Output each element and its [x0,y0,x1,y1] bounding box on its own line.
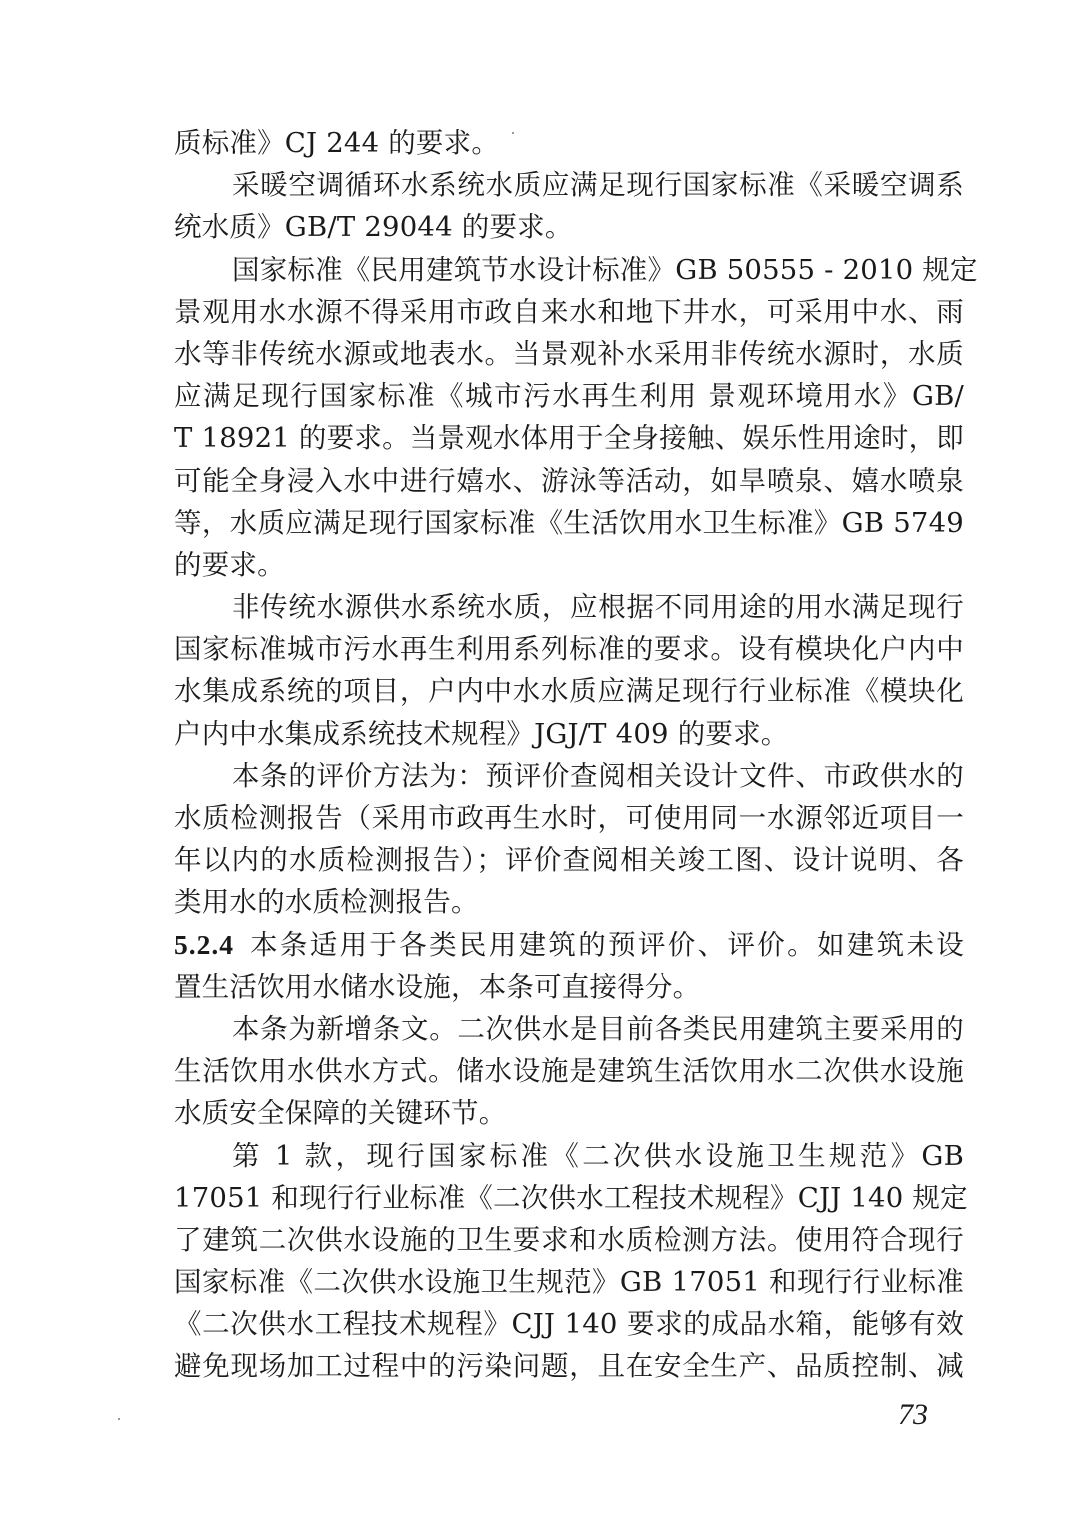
paragraph-4 [174,586,964,755]
text-line: 应满足现行国家标准《城市污水再生利用 景观环境用水》GB/ [174,380,964,413]
paragraph-5 [174,755,964,924]
text-line: 统水质》GB/T 29044 的要求。 [174,211,573,244]
text-line: 本条为新增条文。二次供水是目前各类民用建筑主要采用的 [232,1012,964,1045]
text-line: 水质安全保障的关键环节。 [174,1097,507,1130]
text-line: 景观用水水源不得采用市政自来水和地下井水，可采用中水、雨 [174,295,964,328]
text-line: 采暖空调循环水系统水质应满足现行国家标准《采暖空调系 [232,169,964,202]
clause-number: 5.2.4 [174,928,234,960]
text-line: 年以内的水质检测报告）；评价查阅相关竣工图、设计说明、各 [174,844,964,877]
text-line: 了建筑二次供水设施的卫生要求和水质检测方法。使用符合现行 [174,1223,964,1256]
text-line: 质标准》CJ 244 的要求。 [174,127,500,159]
paragraph-8 [174,1135,968,1388]
text-line: T 18921 的要求。当景观水体用于全身接触、娱乐性用途时，即 [174,422,964,455]
text-line: 户内中水集成系统技术规程》JGJ/T 409 的要求。 [174,717,789,750]
page-number: 73 [898,1398,928,1431]
paragraph-2 [174,164,964,248]
paragraph-3 [174,249,978,587]
text-line: 《二次供水工程技术规程》CJJ 140 要求的成品水箱，能够有效 [174,1308,964,1341]
text-line: 的要求。 [174,548,285,581]
text-line: 国家标准《民用建筑节水设计标准》GB 50555 - 2010 规定 [232,253,978,286]
text-line: 非传统水源供水系统水质，应根据不同用途的用水满足现行 [232,591,964,624]
page-body [174,122,978,1388]
text-line: 类用水的水质检测报告。 [174,886,479,919]
text-line: 置生活饮用水储水设施，本条可直接得分。 [174,970,701,1003]
text-line: 17051 和现行行业标准《二次供水工程技术规程》CJJ 140 规定 [174,1181,968,1214]
text-line: 可能全身浸入水中进行嬉水、游泳等活动，如旱喷泉、嬉水喷泉 [174,464,964,497]
text-line: 等，水质应满足现行国家标准《生活饮用水卫生标准》GB 5749 [174,506,964,539]
clause-text: 本条适用于各类民用建筑的预评价、评价。如建筑未设 [247,928,964,961]
text-line: 本条的评价方法为：预评价查阅相关设计文件、市政供水的 [232,759,964,792]
paragraph-7 [174,1008,964,1135]
scan-speck [512,132,514,134]
text-line: 国家标准城市污水再生利用系列标准的要求。设有模块化户内中 [174,633,964,666]
text-line: 生活饮用水供水方式。储水设施是建筑生活饮用水二次供水设施 [174,1055,964,1088]
scan-speck [118,1418,120,1420]
paragraph-1 [174,122,964,164]
text-line: 第 1 款，现行国家标准《二次供水设施卫生规范》GB [232,1139,964,1172]
text-line: 国家标准《二次供水设施卫生规范》GB 17051 和现行行业标准 [174,1266,964,1299]
text-line: 水等非传统水源或地表水。当景观补水采用非传统水源时，水质 [174,337,964,370]
clause-first-line [174,924,964,966]
clause-5-2-4 [174,924,964,1008]
text-line: 水集成系统的项目，户内中水水质应满足现行行业标准《模块化 [174,675,964,708]
text-line: 避免现场加工过程中的污染问题，且在安全生产、品质控制、减 [174,1350,964,1383]
text-line: 水质检测报告（采用市政再生水时，可使用同一水源邻近项目一 [174,802,964,834]
